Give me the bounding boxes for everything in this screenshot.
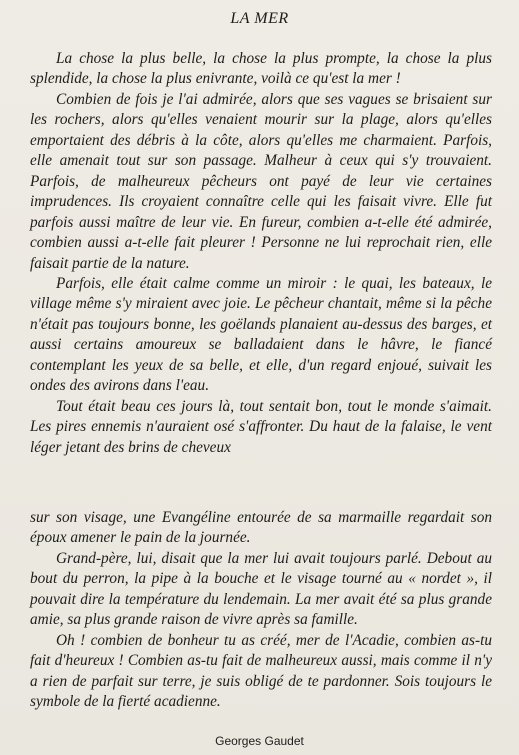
paragraph-admiration: Combien de fois je l'ai admirée, alors que ses vagues se brisaient sur les rochers, alors qu'elles venaient mourir sur la plage, alors qu'elles emportaient des débris à la côte, alors qu'elles me charmaient. Parfois, elle amenait tout sur son passage. Malheur à ceux qui s'y trouvaient. Parfois, de malheureux pêcheurs ont payé de leur vie certaines imprudences. Ils croyaient connaître celle qui les faisait vivre. Elle fut parfois aussi maître de leur vie. En fureur, combien a-t-elle été admirée, combien aussi a-t-elle fait pleurer ! Personne ne lui reprochait rien, elle faisait partie de la nature. bbox=[30, 90, 492, 272]
paragraph-intro: La chose la plus belle, la chose la plus prompte, la chose la plus splendide, la chose la plus enivrante, voilà ce qu'est la mer ! bbox=[30, 50, 492, 88]
paragraph-evangeline: sur son visage, une Evangéline entourée de sa marmaille regardait son époux amener le pain de la journée. bbox=[30, 509, 492, 547]
page-title: LA MER bbox=[230, 10, 289, 27]
author-signature: Georges Gaudet bbox=[215, 734, 304, 748]
paragraph-calm-sea: Parfois, elle était calme comme un miroir : le quai, les bateaux, le village même s'y miraient avec joie. Le pêcheur chantait, même si la pêche n'était pas toujours bonne, les goëlands planaient au-dessus des barges, et aussi certains amoureux se balladaient dans le hâvre, le fiancé contemplant les yeux de sa belle, et elle, d'un regard enjoué, suivait les ondes des avirons dans l'eau. bbox=[30, 274, 492, 395]
paragraph-acadie: Oh ! combien de bonheur tu as créé, mer de l'Acadie, combien as-tu fait d'heureux ! Combien as-tu fait de malheureux aussi, mais comme il n'y a rien de parfait sur terre, je suis obligé de te pardonner. Sois toujours le symbole de la fierté acadienne. bbox=[30, 631, 492, 711]
text-block-top bbox=[30, 49, 492, 458]
text-block-bottom bbox=[30, 508, 492, 713]
paragraph-grandfather: Grand-père, lui, disait que la mer lui avait toujours parlé. Debout au bout du perron, la pipe à la bouche et le visage tourné au « nordet », il pouvait dire la température du lendemain. La mer avait été sa plus grande amie, sa plus grande raison de vivre après sa famille. bbox=[30, 549, 492, 629]
paragraph-beautiful-days: Tout était beau ces jours là, tout sentait bon, tout le monde s'aimait. Les pires ennemis n'auraient osé s'affronter. Du haut de la falaise, le vent léger jetant des brins de cheveux bbox=[30, 397, 492, 456]
